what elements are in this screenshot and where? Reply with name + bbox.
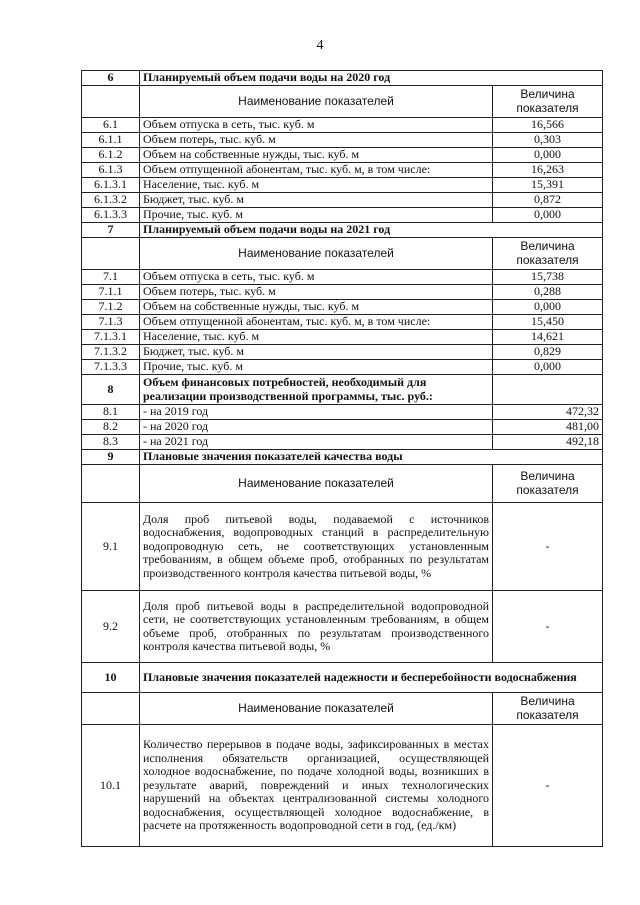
program-table bbox=[81, 70, 603, 847]
column-header-value: Величина показателя bbox=[493, 86, 603, 118]
empty-cell bbox=[82, 238, 140, 270]
table-row bbox=[82, 148, 603, 163]
row-name: Доля проб питьевой воды, подаваемой с источников водоснабжения, водопроводных станций в распределительную водопроводную сеть, не соответствующих установленным требованиям, в общем объеме проб, отобранных по результатам производственного контроля качества питьевой воды, % bbox=[140, 503, 493, 591]
table-row bbox=[82, 345, 603, 360]
section-6-header bbox=[82, 71, 603, 86]
row-value: 0,872 bbox=[493, 193, 603, 208]
column-header-name: Наименование показателей bbox=[140, 86, 493, 118]
table-row bbox=[82, 270, 603, 285]
row-number: 6.1.3.3 bbox=[82, 208, 140, 223]
row-number: 7.1.3 bbox=[82, 315, 140, 330]
row-number: 7.1.3.2 bbox=[82, 345, 140, 360]
column-header-row bbox=[82, 238, 603, 270]
row-value: 15,738 bbox=[493, 270, 603, 285]
column-header-row bbox=[82, 693, 603, 725]
row-name: - на 2019 год bbox=[140, 405, 493, 420]
row-value: 15,391 bbox=[493, 178, 603, 193]
row-name: Доля проб питьевой воды в распределительной водопроводной сети, не соответствующих установленным требованиям, в общем объеме проб, отобранных по результатам производственного контроля качества питьевой воды, % bbox=[140, 591, 493, 663]
row-name: Объем отпущенной абонентам, тыс. куб. м, в том числе: bbox=[140, 163, 493, 178]
row-name: Бюджет, тыс. куб. м bbox=[140, 193, 493, 208]
table-row bbox=[82, 285, 603, 300]
row-number: 6.1.2 bbox=[82, 148, 140, 163]
row-name: Объем потерь, тыс. куб. м bbox=[140, 133, 493, 148]
row-number: 7.1.3.3 bbox=[82, 360, 140, 375]
column-header-value: Величина показателя bbox=[493, 693, 603, 725]
table-row bbox=[82, 420, 603, 435]
section-10-header bbox=[82, 663, 603, 693]
empty-cell bbox=[493, 375, 603, 405]
empty-cell bbox=[82, 86, 140, 118]
row-name: Количество перерывов в подаче воды, зафиксированных в местах исполнения обязательств организацией, осуществляющей холодное водоснабжение, по подаче холодной воды, возникших в результате аварий, повреждений и иных технологических нарушений на объектах централизованной системы холодного водоснабжения, осуществляющей холодное водоснабжение, в расчете на протяженность водопроводной сети в год, (ед./км) bbox=[140, 725, 493, 847]
row-number: 8.2 bbox=[82, 420, 140, 435]
row-name: Объем отпуска в сеть, тыс. куб. м bbox=[140, 270, 493, 285]
table-row bbox=[82, 591, 603, 663]
column-header-row bbox=[82, 465, 603, 503]
row-value: 0,000 bbox=[493, 208, 603, 223]
row-number: 8.3 bbox=[82, 435, 140, 450]
section-9-header bbox=[82, 450, 603, 465]
row-value: 16,263 bbox=[493, 163, 603, 178]
empty-cell bbox=[82, 693, 140, 725]
column-header-value: Величина показателя bbox=[493, 238, 603, 270]
section-number: 7 bbox=[82, 223, 140, 238]
table-row bbox=[82, 133, 603, 148]
section-number: 6 bbox=[82, 71, 140, 86]
row-number: 6.1.3.1 bbox=[82, 178, 140, 193]
row-value: - bbox=[493, 503, 603, 591]
row-value: 0,000 bbox=[493, 148, 603, 163]
row-value: - bbox=[493, 591, 603, 663]
table-row bbox=[82, 178, 603, 193]
row-number: 9.2 bbox=[82, 591, 140, 663]
section-title: Плановые значения показателей качества воды bbox=[140, 450, 603, 465]
table-row bbox=[82, 208, 603, 223]
table-row bbox=[82, 435, 603, 450]
section-title: Планируемый объем подачи воды на 2021 год bbox=[140, 223, 603, 238]
section-number: 8 bbox=[82, 375, 140, 405]
row-name: Объем отпущенной абонентам, тыс. куб. м, в том числе: bbox=[140, 315, 493, 330]
section-number: 9 bbox=[82, 450, 140, 465]
empty-cell bbox=[82, 465, 140, 503]
table-row bbox=[82, 330, 603, 345]
section-title: Плановые значения показателей надежности и бесперебойности водоснабжения bbox=[140, 663, 603, 693]
row-name: Объем потерь, тыс. куб. м bbox=[140, 285, 493, 300]
table-row bbox=[82, 503, 603, 591]
section-8-header bbox=[82, 375, 603, 405]
row-number: 7.1.1 bbox=[82, 285, 140, 300]
row-name: Прочие, тыс. куб. м bbox=[140, 360, 493, 375]
row-value: 0,000 bbox=[493, 360, 603, 375]
column-header-name: Наименование показателей bbox=[140, 693, 493, 725]
row-number: 8.1 bbox=[82, 405, 140, 420]
row-name: - на 2021 год bbox=[140, 435, 493, 450]
row-value: 0,288 bbox=[493, 285, 603, 300]
row-value: 481,00 bbox=[493, 420, 603, 435]
section-7-header bbox=[82, 223, 603, 238]
table-row bbox=[82, 315, 603, 330]
column-header-value: Величина показателя bbox=[493, 465, 603, 503]
row-value: 15,450 bbox=[493, 315, 603, 330]
row-name: Население, тыс. куб. м bbox=[140, 330, 493, 345]
row-name: Население, тыс. куб. м bbox=[140, 178, 493, 193]
section-number: 10 bbox=[82, 663, 140, 693]
row-name: - на 2020 год bbox=[140, 420, 493, 435]
row-number: 7.1.3.1 bbox=[82, 330, 140, 345]
row-value: 14,621 bbox=[493, 330, 603, 345]
column-header-name: Наименование показателей bbox=[140, 238, 493, 270]
column-header-row bbox=[82, 86, 603, 118]
row-value: - bbox=[493, 725, 603, 847]
row-name: Бюджет, тыс. куб. м bbox=[140, 345, 493, 360]
row-number: 6.1.3.2 bbox=[82, 193, 140, 208]
row-value: 492,18 bbox=[493, 435, 603, 450]
row-value: 0,303 bbox=[493, 133, 603, 148]
table-row bbox=[82, 405, 603, 420]
row-number: 7.1 bbox=[82, 270, 140, 285]
row-number: 10.1 bbox=[82, 725, 140, 847]
row-value: 0,000 bbox=[493, 300, 603, 315]
section-title: Планируемый объем подачи воды на 2020 год bbox=[140, 71, 603, 86]
row-number: 6.1 bbox=[82, 118, 140, 133]
table-row bbox=[82, 193, 603, 208]
row-name: Объем отпуска в сеть, тыс. куб. м bbox=[140, 118, 493, 133]
row-value: 0,829 bbox=[493, 345, 603, 360]
row-number: 6.1.1 bbox=[82, 133, 140, 148]
row-number: 7.1.2 bbox=[82, 300, 140, 315]
page-number: 4 bbox=[316, 38, 324, 53]
row-name: Объем на собственные нужды, тыс. куб. м bbox=[140, 300, 493, 315]
row-name: Объем на собственные нужды, тыс. куб. м bbox=[140, 148, 493, 163]
table-row bbox=[82, 163, 603, 178]
section-title: Объем финансовых потребностей, необходимый для реализации производственной программы, тыс. руб.: bbox=[140, 375, 493, 405]
row-name: Прочие, тыс. куб. м bbox=[140, 208, 493, 223]
row-value: 472,32 bbox=[493, 405, 603, 420]
table-row bbox=[82, 360, 603, 375]
table-row bbox=[82, 300, 603, 315]
table-row bbox=[82, 118, 603, 133]
column-header-name: Наименование показателей bbox=[140, 465, 493, 503]
row-number: 6.1.3 bbox=[82, 163, 140, 178]
row-value: 16,566 bbox=[493, 118, 603, 133]
table-row bbox=[82, 725, 603, 847]
row-number: 9.1 bbox=[82, 503, 140, 591]
